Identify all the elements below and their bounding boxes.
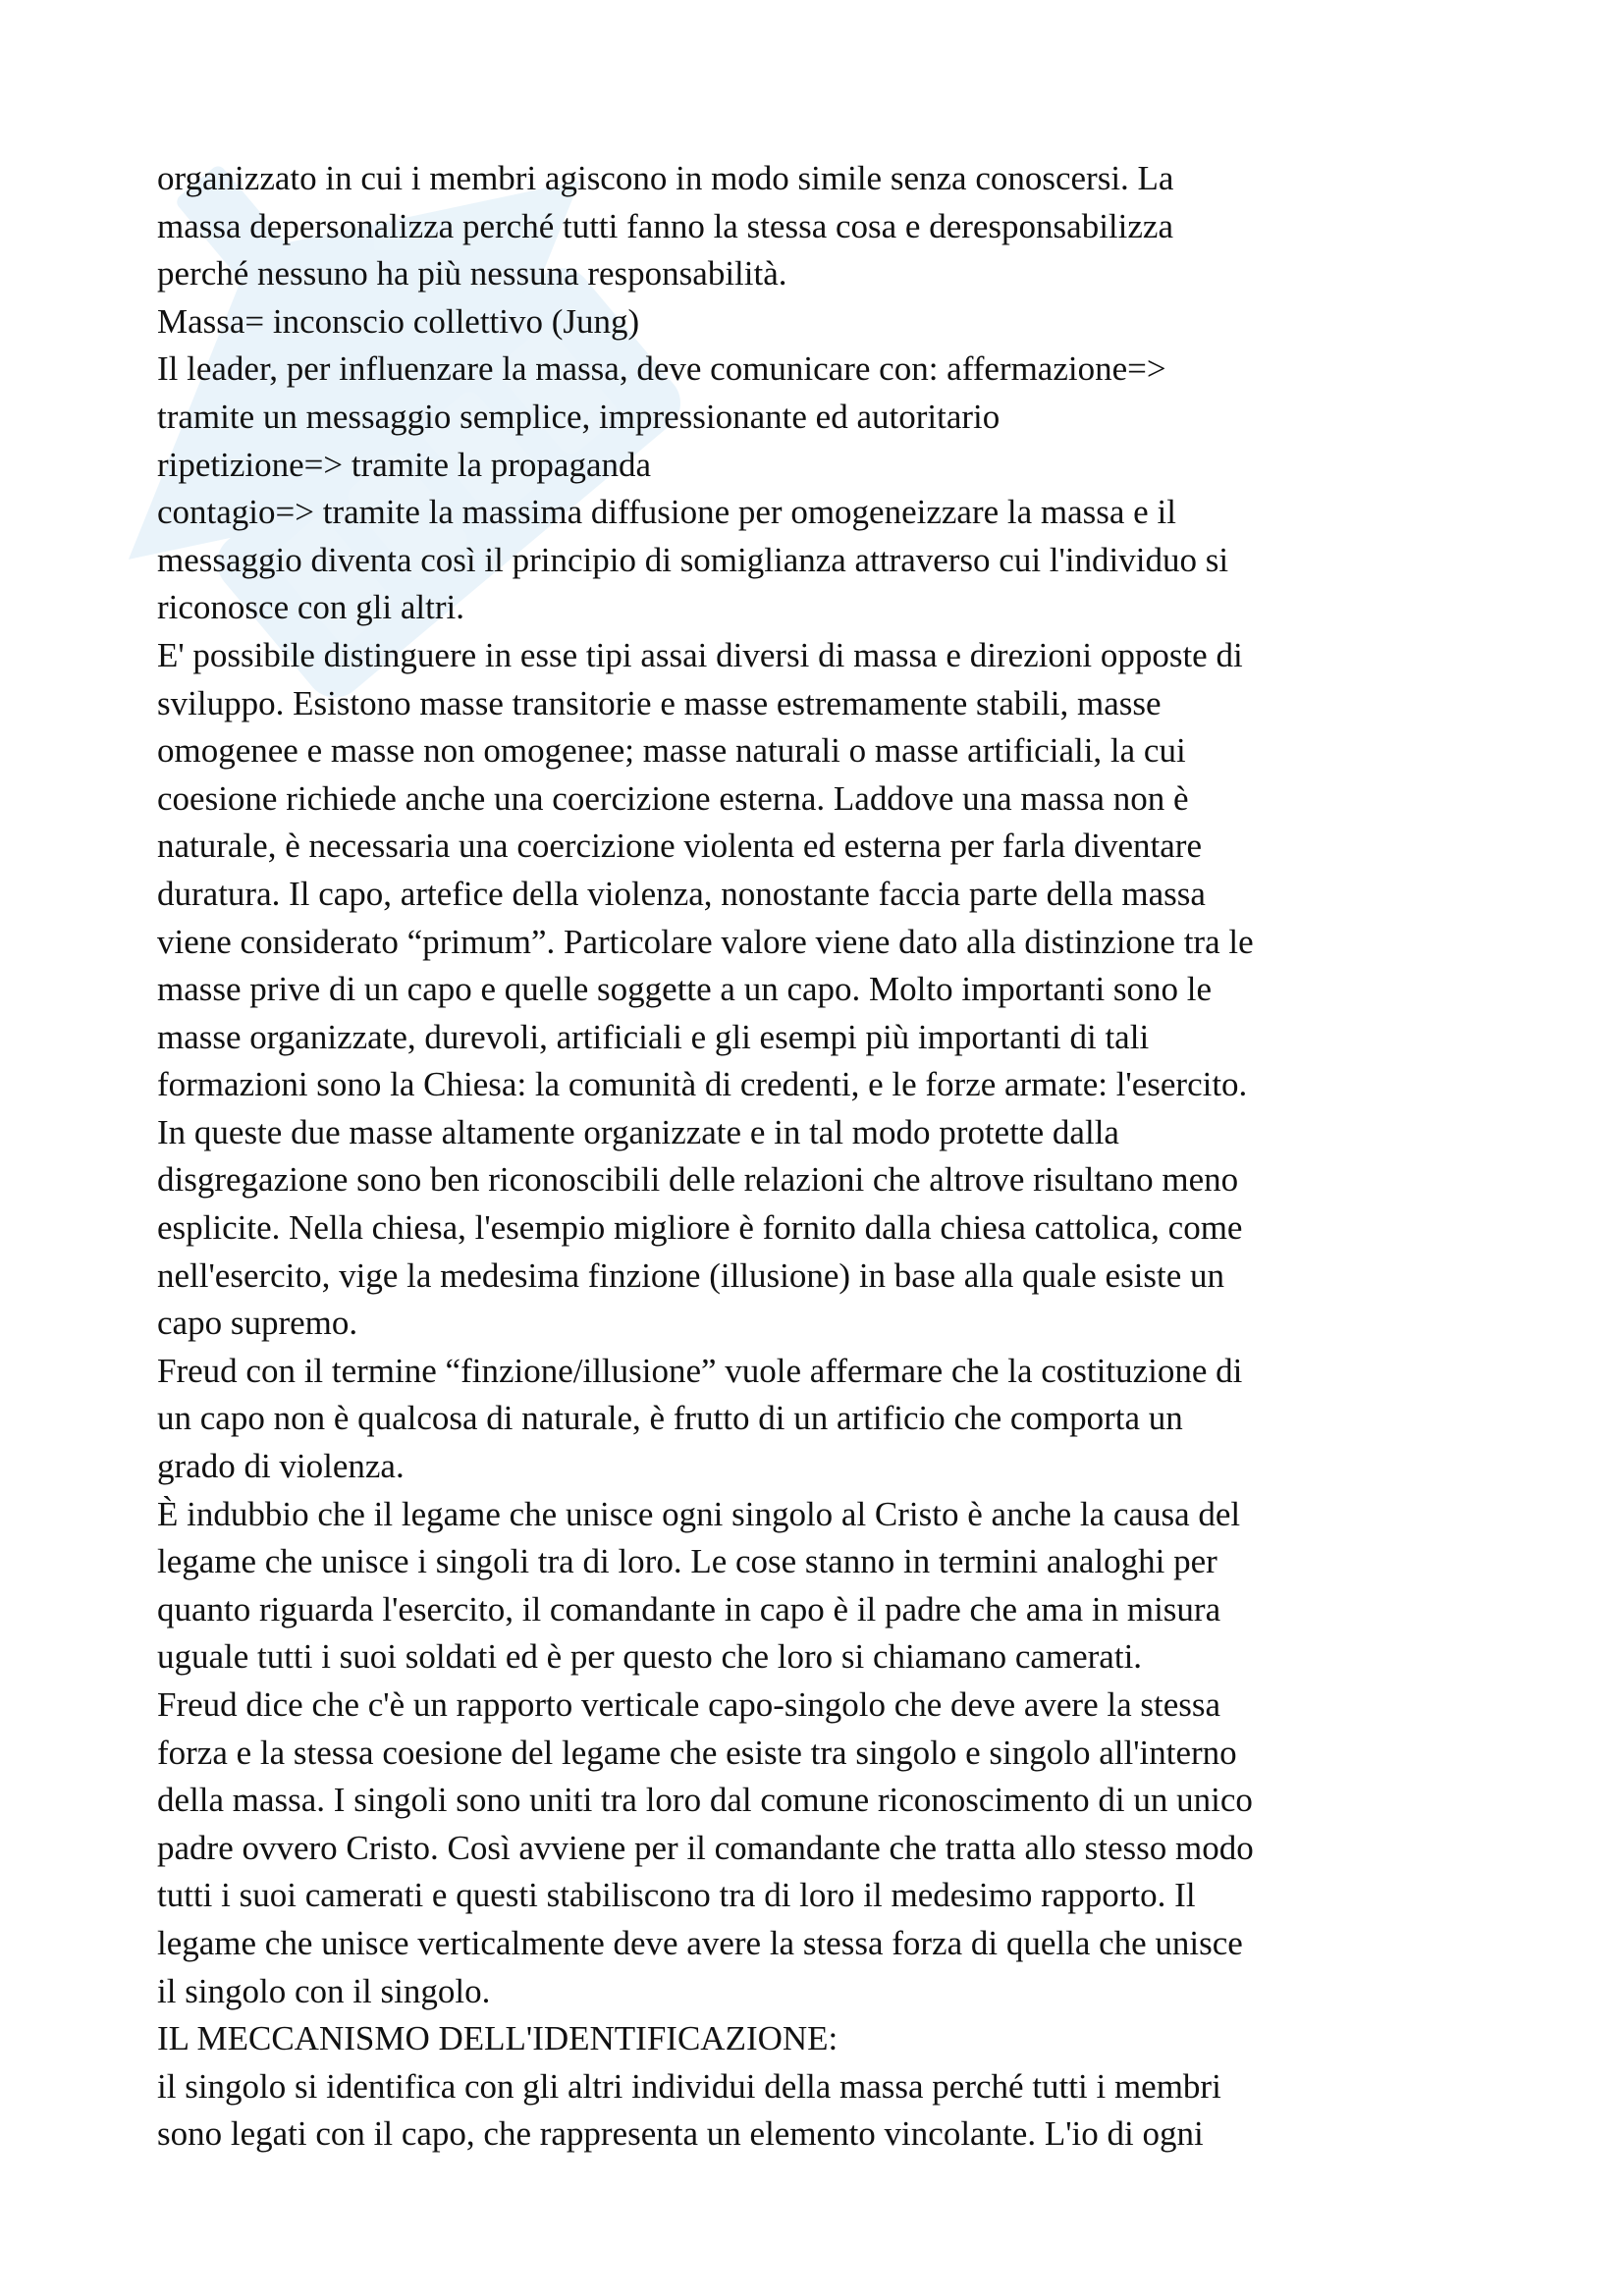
text-line: masse prive di un capo e quelle soggette a un capo. Molto importanti sono le: [157, 970, 1213, 1009]
text-line: legame che unisce verticalmente deve avere la stessa forza di quella che unisce: [157, 1923, 1243, 1962]
text-line: duratura. Il capo, artefice della violenza, nonostante faccia parte della massa: [157, 874, 1206, 913]
text-line: Freud con il termine “finzione/illusione” vuole affermare che la costituzione di: [157, 1351, 1243, 1390]
text-line: forza e la stessa coesione del legame che esiste tra singolo e singolo all'interno: [157, 1733, 1237, 1772]
text-line: il singolo con il singolo.: [157, 1971, 491, 2010]
text-line: tutti i suoi camerati e questi stabiliscono tra di loro il medesimo rapporto. Il: [157, 1876, 1196, 1915]
text-line: uguale tutti i suoi soldati ed è per questo che loro si chiamano camerati.: [157, 1637, 1143, 1677]
text-line: il singolo si identifica con gli altri individui della massa perché tutti i membri: [157, 2066, 1221, 2106]
text-line: quanto riguarda l'esercito, il comandante in capo è il padre che ama in misura: [157, 1589, 1221, 1629]
document-body: [157, 155, 1512, 2159]
text-line: ripetizione=> tramite la propaganda: [157, 445, 652, 484]
text-line: omogenee e masse non omogenee; masse naturali o masse artificiali, la cui: [157, 731, 1186, 771]
text-line: legame che unisce i singoli tra di loro. Le cose stanno in termini analoghi per: [157, 1542, 1217, 1581]
text-line: della massa. I singoli sono uniti tra loro dal comune riconoscimento di un unico: [157, 1781, 1253, 1820]
text-line: Freud dice che c'è un rapporto verticale capo-singolo che deve avere la stessa: [157, 1685, 1221, 1724]
text-line: In queste due masse altamente organizzate e in tal modo protette dalla: [157, 1112, 1119, 1151]
text-line: messaggio diventa così il principio di somiglianza attraverso cui l'individuo si: [157, 540, 1229, 579]
text-line: naturale, è necessaria una coercizione violenta ed esterna per farla diventare: [157, 827, 1202, 866]
text-line: disgregazione sono ben riconoscibili delle relazioni che altrove risultano meno: [157, 1160, 1239, 1200]
text-line: capo supremo.: [157, 1304, 358, 1343]
text-line: grado di violenza.: [157, 1447, 405, 1486]
text-line: esplicite. Nella chiesa, l'esempio migliore è fornito dalla chiesa cattolica, come: [157, 1208, 1243, 1248]
text-line: contagio=> tramite la massima diffusione per omogeneizzare la massa e il: [157, 493, 1176, 532]
text-line: sono legati con il capo, che rappresenta un elemento vincolante. L'io di ogni: [157, 2114, 1204, 2154]
text-line: massa depersonalizza perché tutti fanno la stessa cosa e deresponsabilizza: [157, 206, 1173, 245]
text-line: masse organizzate, durevoli, artificiali e gli esempi più importanti di tali: [157, 1017, 1150, 1056]
text-line: coesione richiede anche una coercizione esterna. Laddove una massa non è: [157, 778, 1189, 818]
text-line: Massa= inconscio collettivo (Jung): [157, 301, 640, 341]
text-line: perché nessuno ha più nessuna responsabilità.: [157, 254, 787, 294]
text-line: tramite un messaggio semplice, impressionante ed autoritario: [157, 397, 1001, 436]
section-heading: IL MECCANISMO DELL'IDENTIFICAZIONE:: [157, 2019, 839, 2058]
text-line: sviluppo. Esistono masse transitorie e masse estremamente stabili, masse: [157, 683, 1162, 722]
text-line: È indubbio che il legame che unisce ogni singolo al Cristo è anche la causa del: [157, 1494, 1241, 1533]
text-line: viene considerato “primum”. Particolare valore viene dato alla distinzione tra le: [157, 922, 1254, 961]
text-line: E' possibile distinguere in esse tipi assai diversi di massa e direzioni opposte di: [157, 635, 1243, 674]
text-line: riconosce con gli altri.: [157, 588, 464, 627]
text-line: nell'esercito, vige la medesima finzione (illusione) in base alla quale esiste un: [157, 1255, 1225, 1295]
text-line: organizzato in cui i membri agiscono in modo simile senza conoscersi. La: [157, 159, 1174, 197]
text-line: formazioni sono la Chiesa: la comunità di credenti, e le forze armate: l'esercito.: [157, 1065, 1248, 1104]
text-line: Il leader, per influenzare la massa, deve comunicare con: affermazione=>: [157, 349, 1166, 389]
text-line: un capo non è qualcosa di naturale, è frutto di un artificio che comporta un: [157, 1399, 1183, 1438]
text-line: padre ovvero Cristo. Così avviene per il comandante che tratta allo stesso modo: [157, 1828, 1254, 1867]
